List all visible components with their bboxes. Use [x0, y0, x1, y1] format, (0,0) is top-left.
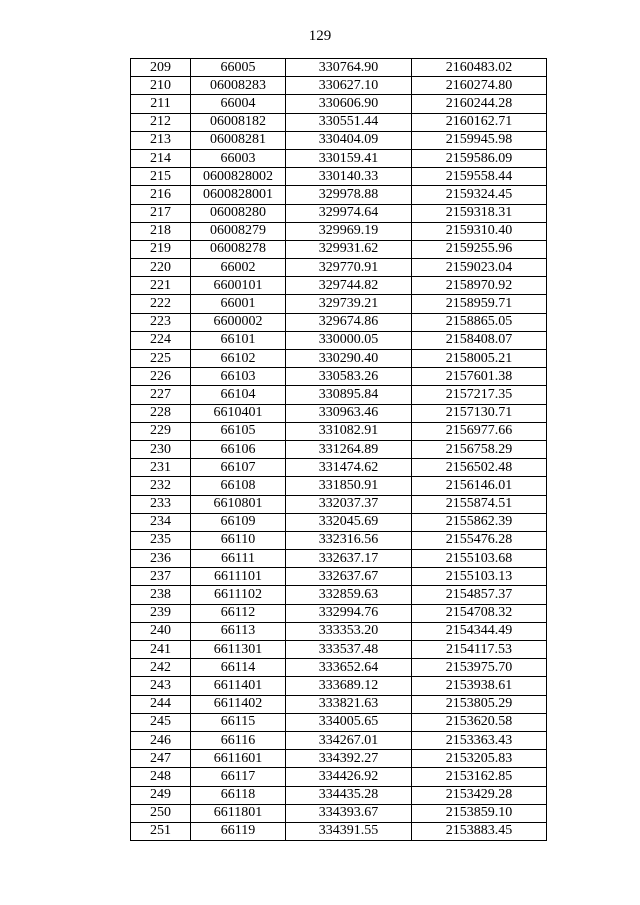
table-row	[131, 477, 547, 495]
point-id-cell: 66106	[191, 440, 286, 458]
table-row	[131, 404, 547, 422]
point-id-cell: 0600828002	[191, 168, 286, 186]
row-index-cell: 232	[131, 477, 191, 495]
table-row	[131, 440, 547, 458]
row-index-cell: 228	[131, 404, 191, 422]
y-coordinate-cell: 2158408.07	[412, 331, 547, 349]
row-index-cell: 239	[131, 604, 191, 622]
row-index-cell: 234	[131, 513, 191, 531]
y-coordinate-cell: 2153620.58	[412, 713, 547, 731]
table-row	[131, 204, 547, 222]
x-coordinate-cell: 332859.63	[286, 586, 412, 604]
y-coordinate-cell: 2153805.29	[412, 695, 547, 713]
x-coordinate-cell: 334392.27	[286, 750, 412, 768]
point-id-cell: 66119	[191, 822, 286, 840]
y-coordinate-cell: 2155103.68	[412, 550, 547, 568]
y-coordinate-cell: 2158959.71	[412, 295, 547, 313]
y-coordinate-cell: 2159023.04	[412, 259, 547, 277]
y-coordinate-cell: 2160483.02	[412, 59, 547, 77]
x-coordinate-cell: 331264.89	[286, 440, 412, 458]
x-coordinate-cell: 332037.37	[286, 495, 412, 513]
y-coordinate-cell: 2156977.66	[412, 422, 547, 440]
y-coordinate-cell: 2157217.35	[412, 386, 547, 404]
x-coordinate-cell: 330159.41	[286, 149, 412, 167]
y-coordinate-cell: 2154117.53	[412, 641, 547, 659]
x-coordinate-cell: 329739.21	[286, 295, 412, 313]
point-id-cell: 6600101	[191, 277, 286, 295]
row-index-cell: 235	[131, 531, 191, 549]
point-id-cell: 66115	[191, 713, 286, 731]
point-id-cell: 66113	[191, 622, 286, 640]
x-coordinate-cell: 334391.55	[286, 822, 412, 840]
x-coordinate-cell: 333652.64	[286, 659, 412, 677]
table-row	[131, 495, 547, 513]
x-coordinate-cell: 333537.48	[286, 641, 412, 659]
table-row	[131, 259, 547, 277]
y-coordinate-cell: 2159945.98	[412, 131, 547, 149]
row-index-cell: 216	[131, 186, 191, 204]
point-id-cell: 66101	[191, 331, 286, 349]
table-row	[131, 531, 547, 549]
table-row	[131, 677, 547, 695]
row-index-cell: 231	[131, 459, 191, 477]
row-index-cell: 212	[131, 113, 191, 131]
point-id-cell: 66114	[191, 659, 286, 677]
x-coordinate-cell: 330583.26	[286, 368, 412, 386]
x-coordinate-cell: 334435.28	[286, 786, 412, 804]
x-coordinate-cell: 330000.05	[286, 331, 412, 349]
y-coordinate-cell: 2153363.43	[412, 731, 547, 749]
row-index-cell: 250	[131, 804, 191, 822]
table-row	[131, 95, 547, 113]
y-coordinate-cell: 2159318.31	[412, 204, 547, 222]
y-coordinate-cell: 2158970.92	[412, 277, 547, 295]
table-row	[131, 622, 547, 640]
point-id-cell: 6611401	[191, 677, 286, 695]
table-row	[131, 459, 547, 477]
y-coordinate-cell: 2154708.32	[412, 604, 547, 622]
row-index-cell: 220	[131, 259, 191, 277]
table-row	[131, 731, 547, 749]
x-coordinate-cell: 330551.44	[286, 113, 412, 131]
row-index-cell: 238	[131, 586, 191, 604]
point-id-cell: 66116	[191, 731, 286, 749]
table-row	[131, 277, 547, 295]
row-index-cell: 209	[131, 59, 191, 77]
table-row	[131, 586, 547, 604]
row-index-cell: 217	[131, 204, 191, 222]
table-row	[131, 222, 547, 240]
point-id-cell: 66109	[191, 513, 286, 531]
row-index-cell: 237	[131, 568, 191, 586]
table-row	[131, 550, 547, 568]
table-row	[131, 641, 547, 659]
x-coordinate-cell: 332637.67	[286, 568, 412, 586]
x-coordinate-cell: 329978.88	[286, 186, 412, 204]
x-coordinate-cell: 329674.86	[286, 313, 412, 331]
y-coordinate-cell: 2155103.13	[412, 568, 547, 586]
y-coordinate-cell: 2158865.05	[412, 313, 547, 331]
table-row	[131, 168, 547, 186]
table-row	[131, 313, 547, 331]
point-id-cell: 66118	[191, 786, 286, 804]
row-index-cell: 223	[131, 313, 191, 331]
row-index-cell: 218	[131, 222, 191, 240]
row-index-cell: 213	[131, 131, 191, 149]
table-row	[131, 822, 547, 840]
x-coordinate-cell: 329770.91	[286, 259, 412, 277]
row-index-cell: 249	[131, 786, 191, 804]
point-id-cell: 66103	[191, 368, 286, 386]
row-index-cell: 219	[131, 240, 191, 258]
table-row	[131, 113, 547, 131]
y-coordinate-cell: 2153975.70	[412, 659, 547, 677]
point-id-cell: 06008279	[191, 222, 286, 240]
y-coordinate-cell: 2153162.85	[412, 768, 547, 786]
row-index-cell: 222	[131, 295, 191, 313]
x-coordinate-cell: 332637.17	[286, 550, 412, 568]
table-row	[131, 713, 547, 731]
point-id-cell: 66003	[191, 149, 286, 167]
point-id-cell: 06008283	[191, 77, 286, 95]
x-coordinate-cell: 334393.67	[286, 804, 412, 822]
y-coordinate-cell: 2155874.51	[412, 495, 547, 513]
point-id-cell: 6611601	[191, 750, 286, 768]
x-coordinate-cell: 333353.20	[286, 622, 412, 640]
row-index-cell: 248	[131, 768, 191, 786]
row-index-cell: 229	[131, 422, 191, 440]
y-coordinate-cell: 2155862.39	[412, 513, 547, 531]
point-id-cell: 6611101	[191, 568, 286, 586]
point-id-cell: 66107	[191, 459, 286, 477]
row-index-cell: 221	[131, 277, 191, 295]
x-coordinate-cell: 331850.91	[286, 477, 412, 495]
x-coordinate-cell: 329744.82	[286, 277, 412, 295]
point-id-cell: 66111	[191, 550, 286, 568]
table-row	[131, 149, 547, 167]
y-coordinate-cell: 2156758.29	[412, 440, 547, 458]
point-id-cell: 6600002	[191, 313, 286, 331]
y-coordinate-cell: 2160274.80	[412, 77, 547, 95]
y-coordinate-cell: 2153205.83	[412, 750, 547, 768]
row-index-cell: 247	[131, 750, 191, 768]
point-id-cell: 06008278	[191, 240, 286, 258]
point-id-cell: 66104	[191, 386, 286, 404]
row-index-cell: 215	[131, 168, 191, 186]
table-row	[131, 422, 547, 440]
table-row	[131, 350, 547, 368]
point-id-cell: 06008281	[191, 131, 286, 149]
point-id-cell: 6610801	[191, 495, 286, 513]
y-coordinate-cell: 2159586.09	[412, 149, 547, 167]
table-row	[131, 568, 547, 586]
y-coordinate-cell: 2160162.71	[412, 113, 547, 131]
table-row	[131, 295, 547, 313]
row-index-cell: 236	[131, 550, 191, 568]
point-id-cell: 6611402	[191, 695, 286, 713]
table-row	[131, 804, 547, 822]
page-number: 129	[308, 28, 332, 44]
table-row	[131, 750, 547, 768]
table-row	[131, 368, 547, 386]
table-row	[131, 659, 547, 677]
x-coordinate-cell: 329974.64	[286, 204, 412, 222]
x-coordinate-cell: 333689.12	[286, 677, 412, 695]
point-id-cell: 06008280	[191, 204, 286, 222]
row-index-cell: 214	[131, 149, 191, 167]
x-coordinate-cell: 331474.62	[286, 459, 412, 477]
table-row	[131, 186, 547, 204]
y-coordinate-cell: 2153429.28	[412, 786, 547, 804]
table-row	[131, 786, 547, 804]
x-coordinate-cell: 332316.56	[286, 531, 412, 549]
row-index-cell: 243	[131, 677, 191, 695]
y-coordinate-cell: 2159310.40	[412, 222, 547, 240]
y-coordinate-cell: 2153938.61	[412, 677, 547, 695]
point-id-cell: 66002	[191, 259, 286, 277]
row-index-cell: 224	[131, 331, 191, 349]
x-coordinate-cell: 334426.92	[286, 768, 412, 786]
row-index-cell: 242	[131, 659, 191, 677]
x-coordinate-cell: 330404.09	[286, 131, 412, 149]
x-coordinate-cell: 330963.46	[286, 404, 412, 422]
point-id-cell: 66117	[191, 768, 286, 786]
point-id-cell: 6611102	[191, 586, 286, 604]
x-coordinate-cell: 330895.84	[286, 386, 412, 404]
row-index-cell: 211	[131, 95, 191, 113]
point-id-cell: 66004	[191, 95, 286, 113]
point-id-cell: 0600828001	[191, 186, 286, 204]
x-coordinate-cell: 332994.76	[286, 604, 412, 622]
table-row	[131, 331, 547, 349]
x-coordinate-cell: 331082.91	[286, 422, 412, 440]
y-coordinate-cell: 2159255.96	[412, 240, 547, 258]
row-index-cell: 226	[131, 368, 191, 386]
x-coordinate-cell: 329969.19	[286, 222, 412, 240]
y-coordinate-cell: 2156502.48	[412, 459, 547, 477]
y-coordinate-cell: 2154344.49	[412, 622, 547, 640]
point-id-cell: 66001	[191, 295, 286, 313]
x-coordinate-cell: 333821.63	[286, 695, 412, 713]
x-coordinate-cell: 334005.65	[286, 713, 412, 731]
x-coordinate-cell: 330140.33	[286, 168, 412, 186]
y-coordinate-cell: 2160244.28	[412, 95, 547, 113]
point-id-cell: 66005	[191, 59, 286, 77]
row-index-cell: 227	[131, 386, 191, 404]
table-row	[131, 131, 547, 149]
y-coordinate-cell: 2155476.28	[412, 531, 547, 549]
y-coordinate-cell: 2159558.44	[412, 168, 547, 186]
y-coordinate-cell: 2158005.21	[412, 350, 547, 368]
y-coordinate-cell: 2159324.45	[412, 186, 547, 204]
point-id-cell: 66110	[191, 531, 286, 549]
row-index-cell: 225	[131, 350, 191, 368]
coordinates-table-body	[131, 59, 547, 841]
table-row	[131, 768, 547, 786]
point-id-cell: 66102	[191, 350, 286, 368]
table-row	[131, 386, 547, 404]
table-row	[131, 59, 547, 77]
x-coordinate-cell: 329931.62	[286, 240, 412, 258]
y-coordinate-cell: 2154857.37	[412, 586, 547, 604]
point-id-cell: 06008182	[191, 113, 286, 131]
point-id-cell: 6610401	[191, 404, 286, 422]
point-id-cell: 6611801	[191, 804, 286, 822]
row-index-cell: 233	[131, 495, 191, 513]
point-id-cell: 66108	[191, 477, 286, 495]
table-row	[131, 604, 547, 622]
table-row	[131, 695, 547, 713]
y-coordinate-cell: 2157130.71	[412, 404, 547, 422]
x-coordinate-cell: 330606.90	[286, 95, 412, 113]
point-id-cell: 6611301	[191, 641, 286, 659]
y-coordinate-cell: 2157601.38	[412, 368, 547, 386]
row-index-cell: 245	[131, 713, 191, 731]
y-coordinate-cell: 2153859.10	[412, 804, 547, 822]
x-coordinate-cell: 334267.01	[286, 731, 412, 749]
row-index-cell: 230	[131, 440, 191, 458]
row-index-cell: 251	[131, 822, 191, 840]
table-row	[131, 513, 547, 531]
row-index-cell: 240	[131, 622, 191, 640]
table-row	[131, 240, 547, 258]
y-coordinate-cell: 2153883.45	[412, 822, 547, 840]
row-index-cell: 244	[131, 695, 191, 713]
table-row	[131, 77, 547, 95]
row-index-cell: 241	[131, 641, 191, 659]
x-coordinate-cell: 332045.69	[286, 513, 412, 531]
y-coordinate-cell: 2156146.01	[412, 477, 547, 495]
point-id-cell: 66112	[191, 604, 286, 622]
x-coordinate-cell: 330290.40	[286, 350, 412, 368]
row-index-cell: 246	[131, 731, 191, 749]
coordinates-table	[130, 58, 547, 841]
point-id-cell: 66105	[191, 422, 286, 440]
x-coordinate-cell: 330764.90	[286, 59, 412, 77]
row-index-cell: 210	[131, 77, 191, 95]
x-coordinate-cell: 330627.10	[286, 77, 412, 95]
